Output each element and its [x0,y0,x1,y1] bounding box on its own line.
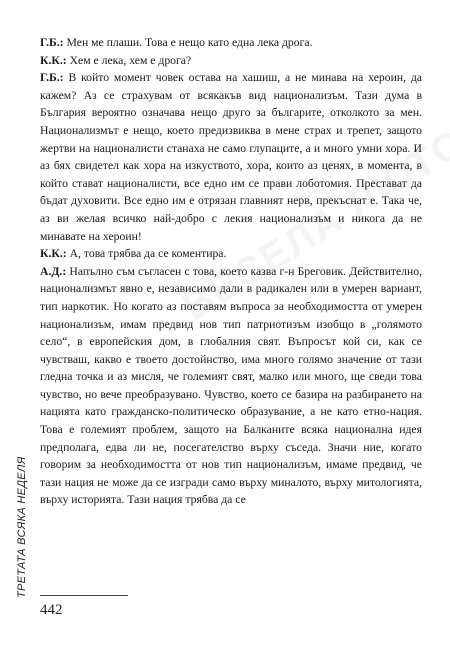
page-number: 442 [40,602,63,618]
footer-divider [40,595,128,596]
speaker-label: Г.Б.: [40,71,64,85]
speaker-label: А.Д.: [40,264,67,278]
dialogue-text: Хем е лека, хем е дрога? [66,53,192,67]
dialogue-text: Напълно съм съгласен с това, което казва г-н Бреговик. Действително, национализмът явно е, независимо дали в радикален или в умерен вариант, тип наркотик. Но когато аз поставям въпроса за необходимостта от умерен национализъм, имам предвид нов тип патриотизъм изобщо в „голямото село“, в европейския дом, в глобалния свят. Въпросът кой си, как се чувстваш, какво е твоето достойнство, има много голямо значение от тази гледна точка и аз мисля, че големият свят, малко или много, ще сведи това чувство, но вече преобразувано. Чувство, което се базира на разбирането на нацията като гражданско-политическо образувание, а не като етно-нация. Това е големият проблем, защото на Балканите всяка национална идея предполага, едва ли не, посегателство върху съседа. Значи ние, когато говорим за необходимостта от нов тип национализъм, имаме предвид, че тази нация не може да се изгради само върху миналото, върху митологията, върху историята. Тази нация трябва да се [40,264,422,507]
running-header-vertical: ТРЕТАТА ВСЯКА НЕДЕЛЯ [16,456,28,598]
dialogue-text: В който момент човек остава на хашиш, а не минава на хероин, да кажем? Аз се страхувам от всякакъв вид национализъм. Тази дума в България вероятно означава нещо друго за българите, отколкото за мен. Национализмът е нещо, което предизвиква в мене страх и трепет, защото жертви на националисти станаха не само глупаците, а и много умни хора. И аз бях свидетел как хора на изкуството, хора, които аз ценях, в момента, в който стават националисти, все едно им се прави лоботомия. Престават да бъдат духовити. Все едно им е отрязан главният нерв, прекъснат е. Така че, аз ви желая всичко най-добро с лекия национализъм и никога да не минавате на хероин! [40,71,422,243]
dialogue-line [40,245,422,263]
dialogue-line [40,69,422,245]
main-text [40,34,422,509]
dialogue-text: А, това трябва да се коментира. [66,247,227,261]
dialogue-line [40,52,422,70]
dialogue-line [40,263,422,509]
speaker-label: К.К.: [40,53,67,67]
speaker-label: Г.Б.: [40,36,64,49]
dialogue-text: Мен ме плаши. Това е нещо като една лека дрога. [63,36,313,49]
dialogue-line [40,34,422,52]
speaker-label: К.К.: [40,247,67,261]
